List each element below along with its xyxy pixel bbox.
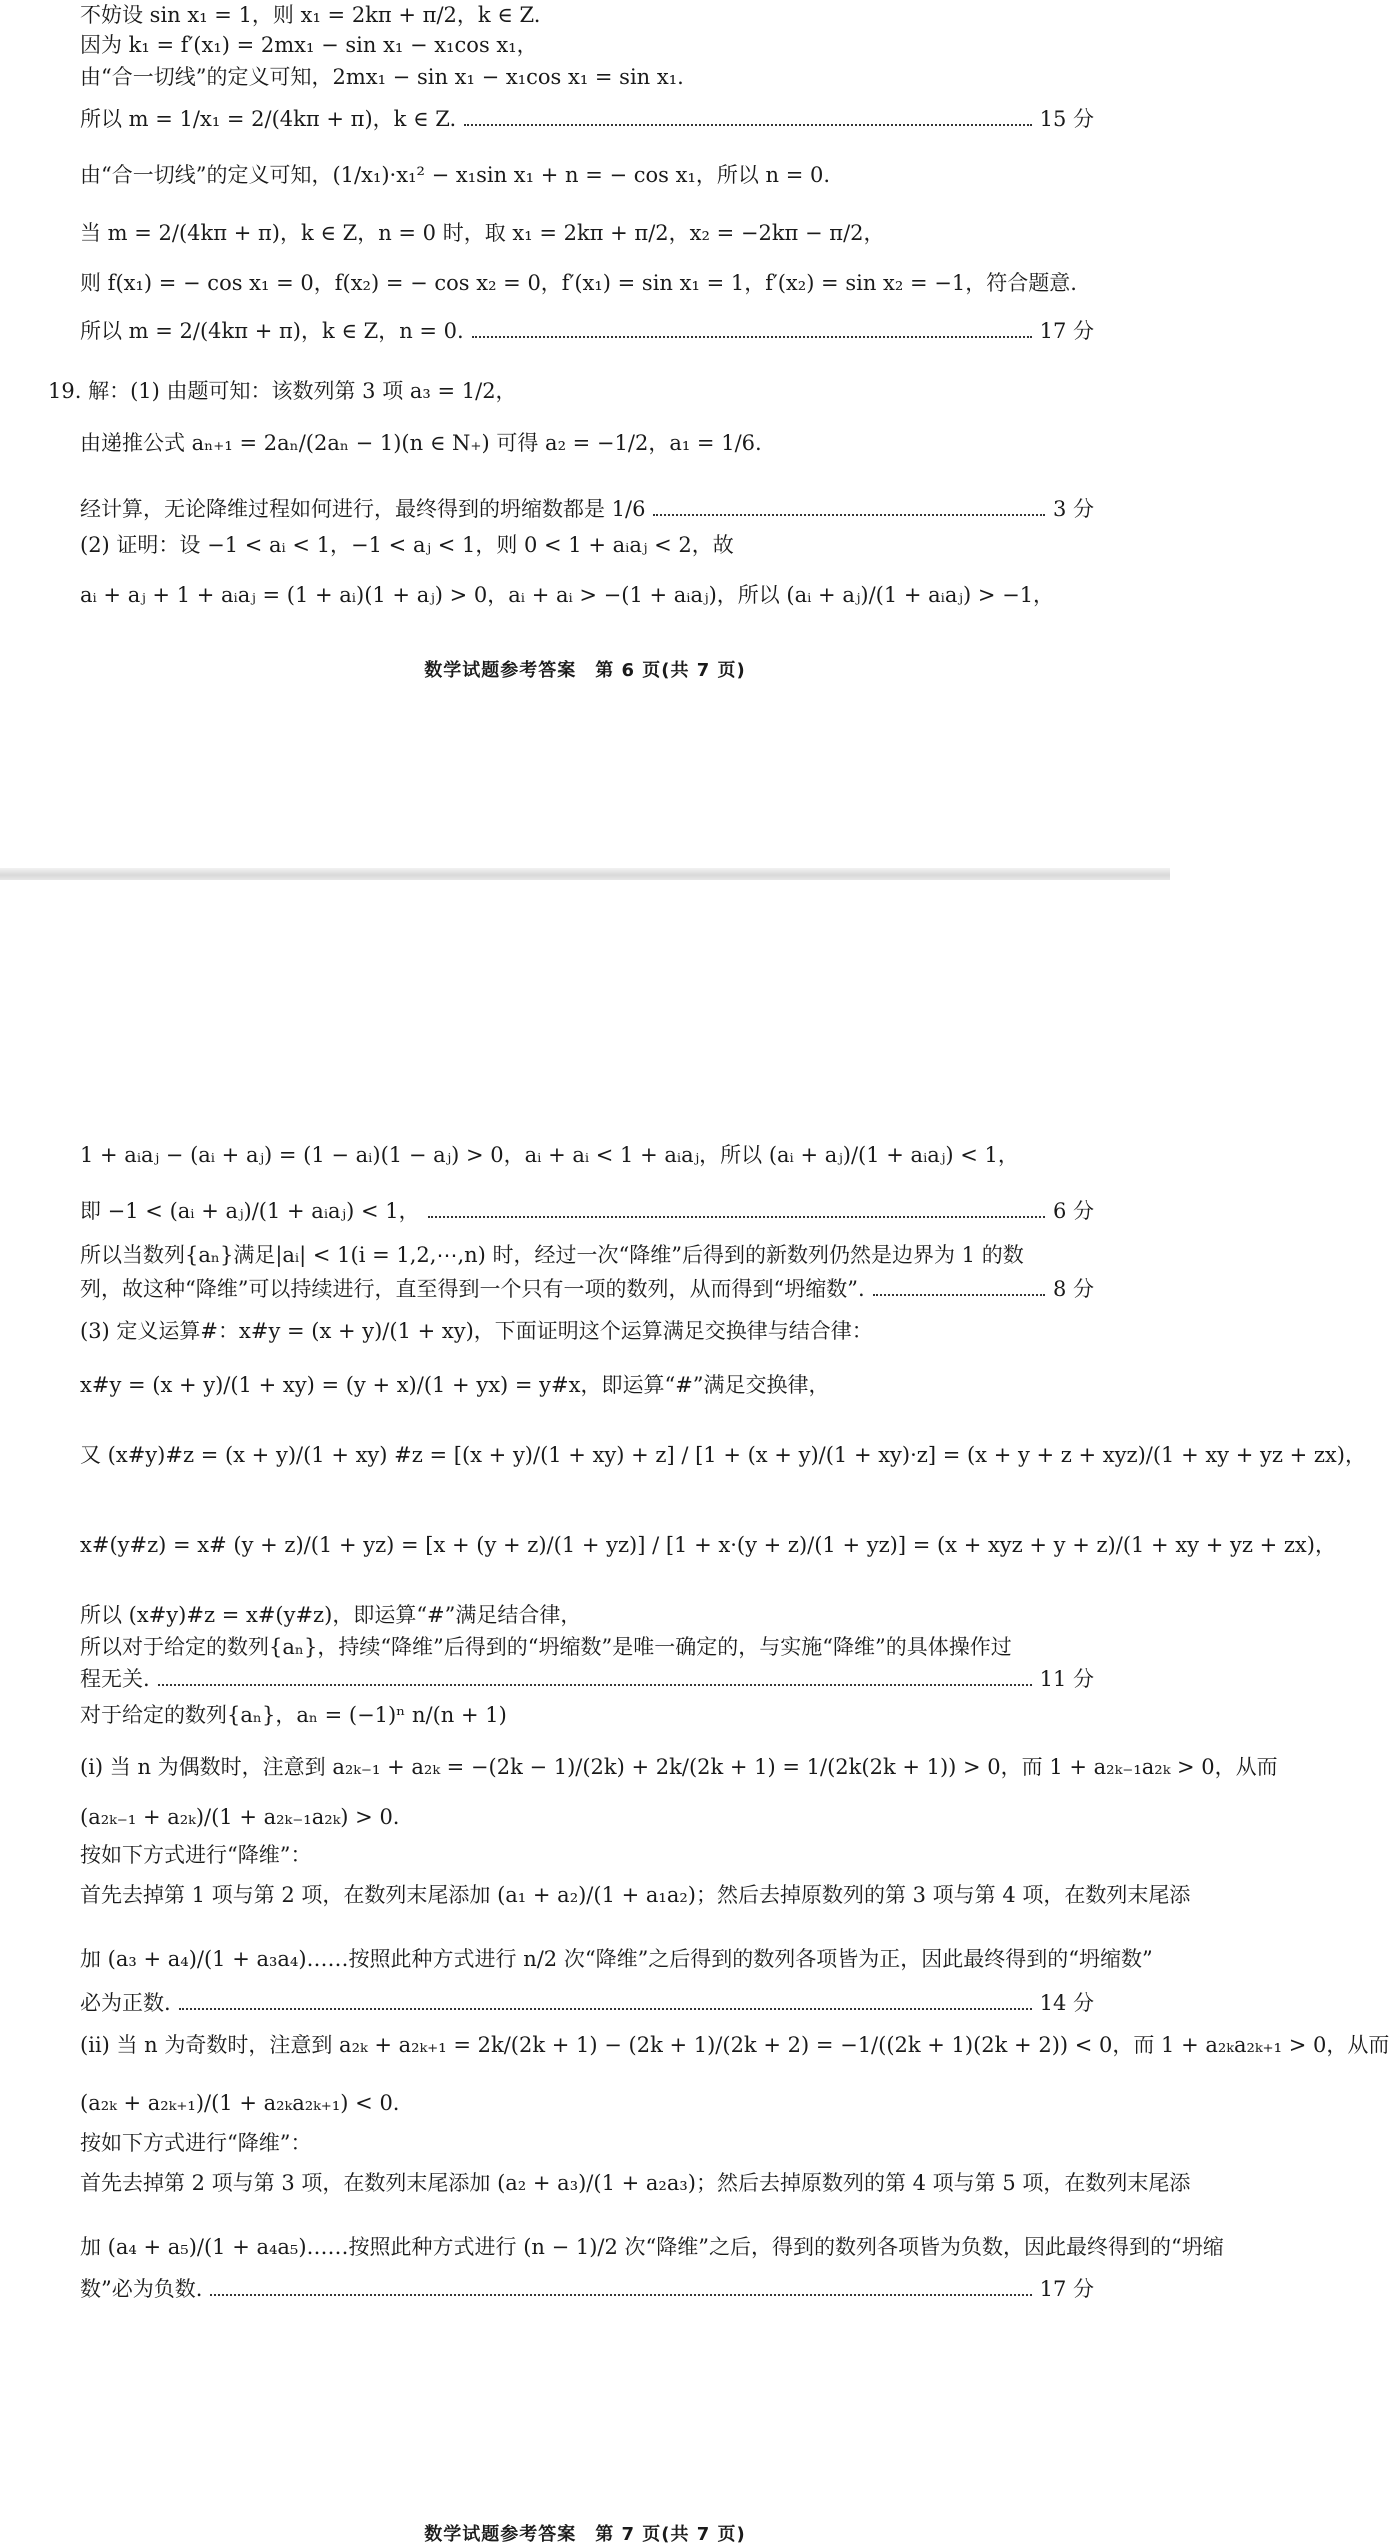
solution-line	[80, 2232, 1224, 2262]
score-mark: 17 分	[1039, 319, 1094, 343]
solution-line	[80, 1600, 1094, 1630]
solution-line	[48, 376, 1094, 406]
solution-line	[80, 1840, 1094, 1870]
score-mark: 15 分	[1039, 107, 1094, 131]
solution-text: 经计算，无论降维过程如何进行，最终得到的坍缩数都是 1/6	[80, 497, 646, 521]
solution-text: x#y = (x + y)/(1 + xy) = (y + x)/(1 + yx) = y#x，即运算“#”满足交换律，	[80, 1373, 830, 1397]
solution-line	[80, 530, 1094, 560]
score-leader-dots	[428, 1216, 1045, 1218]
solution-text: 1 + aᵢaⱼ − (aᵢ + aⱼ) = (1 − aᵢ)(1 − aⱼ) > 0，aᵢ + aᵢ < 1 + aᵢaⱼ，所以 (aᵢ + aⱼ)/(1 + aᵢaⱼ) < 1，	[80, 1143, 1019, 1167]
solution-text: 由递推公式 aₙ₊₁ = 2aₙ/(2aₙ − 1)(n ∈ N₊) 可得 a₂ = −1/2，a₁ = 1/6.	[80, 431, 762, 455]
solution-text: 又 (x#y)#z = (x + y)/(1 + xy) #z = [(x + y)/(1 + xy) + z] / [1 + (x + y)/(1 + xy)·z] = (x + y + z + xyz)/(1 + xy + yz + zx)，	[80, 1443, 1366, 1467]
solution-line	[80, 2168, 1191, 2198]
solution-line	[80, 494, 1094, 524]
solution-line	[80, 1370, 1094, 1400]
solution-line	[80, 160, 1094, 190]
solution-line	[80, 2274, 1094, 2304]
solution-line	[80, 1944, 1153, 1974]
solution-text: 所以当数列{aₙ}满足|aᵢ| < 1(i = 1,2,⋯,n) 时，经过一次“降维”后得到的新数列仍然是边界为 1 的数	[80, 1243, 1024, 1267]
solution-text: 数”必为负数.	[80, 2277, 203, 2301]
solution-line	[80, 1700, 1094, 1730]
solution-text: 加 (a₃ + a₄)/(1 + a₃a₄)……按照此种方式进行 n/2 次“降维”之后得到的数列各项皆为正，因此最终得到的“坍缩数”	[80, 1947, 1153, 1971]
score-leader-dots	[873, 1294, 1045, 1296]
solution-text: 当 m = 2/(4kπ + π)，k ∈ Z，n = 0 时，取 x₁ = 2kπ + π/2，x₂ = −2kπ − π/2，	[80, 221, 885, 245]
solution-text: 所以 m = 2/(4kπ + π)，k ∈ Z，n = 0.	[80, 319, 464, 343]
solution-line	[80, 1140, 1094, 1170]
answer-page-7	[0, 880, 1389, 2545]
solution-text: x#(y#z) = x# (y + z)/(1 + yz) = [x + (y + z)/(1 + yz)] / [1 + x·(y + z)/(1 + yz)] = (x + xyz + y + z)/(1 + xy + yz + zx)，	[80, 1533, 1336, 1557]
solution-text: 因为 k₁ = f′(x₁) = 2mx₁ − sin x₁ − x₁cos x₁，	[80, 33, 538, 57]
solution-text: 所以对于给定的数列{aₙ}，持续“降维”后得到的“坍缩数”是唯一确定的，与实施“降维”的具体操作过	[80, 1635, 1012, 1659]
solution-line	[80, 1752, 1278, 1782]
solution-line	[80, 268, 1094, 298]
score-leader-dots	[464, 124, 1031, 126]
solution-text: (ⅰ) 当 n 为偶数时，注意到 a₂ₖ₋₁ + a₂ₖ = −(2k − 1)/(2k) + 2k/(2k + 1) = 1/(2k(2k + 1)) > 0，而 1 + a₂ₖ₋₁a₂ₖ > 0，从而	[80, 1755, 1278, 1779]
solution-text: 程无关.	[80, 1667, 150, 1691]
solution-text: 所以 m = 1/x₁ = 2/(4kπ + π)，k ∈ Z.	[80, 107, 457, 131]
solution-line	[80, 2128, 1094, 2158]
answer-page-6	[0, 0, 1170, 870]
solution-line	[80, 428, 1094, 458]
solution-line	[80, 1802, 1094, 1832]
solution-line	[80, 1240, 1094, 1270]
solution-text: 首先去掉第 1 项与第 2 项，在数列末尾添加 (a₁ + a₂)/(1 + a₁a₂)；然后去掉原数列的第 3 项与第 4 项，在数列末尾添	[80, 1883, 1191, 1907]
solution-line	[80, 1632, 1094, 1662]
solution-text: 列，故这种“降维”可以持续进行，直至得到一个只有一项的数列，从而得到“坍缩数”.	[80, 1277, 865, 1301]
solution-text: 所以 (x#y)#z = x#(y#z)，即运算“#”满足结合律，	[80, 1603, 582, 1627]
solution-line	[80, 104, 1094, 134]
solution-line	[80, 580, 1094, 610]
score-leader-dots	[210, 2294, 1031, 2296]
solution-line	[80, 2088, 1094, 2118]
solution-text: 对于给定的数列{aₙ}，aₙ = (−1)ⁿ n/(n + 1)	[80, 1703, 507, 1727]
page-footer: 数学试题参考答案 第 7 页(共 7 页)	[424, 2524, 746, 2545]
solution-text: (a₂ₖ + a₂ₖ₊₁)/(1 + a₂ₖa₂ₖ₊₁) < 0.	[80, 2091, 400, 2115]
score-mark: 11 分	[1039, 1667, 1094, 1691]
solution-line	[80, 1880, 1191, 1910]
score-leader-dots	[472, 336, 1032, 338]
page-footer: 数学试题参考答案 第 6 页(共 7 页)	[424, 660, 746, 681]
solution-line	[80, 0, 1094, 30]
solution-line	[80, 1988, 1094, 2018]
score-leader-dots	[179, 2008, 1032, 2010]
solution-text: aᵢ + aⱼ + 1 + aᵢaⱼ = (1 + aᵢ)(1 + aⱼ) > 0，aᵢ + aᵢ > −(1 + aᵢaⱼ)，所以 (aᵢ + aⱼ)/(1 + aᵢaⱼ) > −1，	[80, 583, 1055, 607]
solution-line	[80, 1196, 1094, 1226]
solution-text: 必为正数.	[80, 1991, 171, 2015]
solution-text: 19. 解：(1) 由题可知：该数列第 3 项 a₃ = 1/2，	[48, 379, 517, 403]
solution-text: (2) 证明：设 −1 < aᵢ < 1，−1 < aⱼ < 1，则 0 < 1 + aᵢaⱼ < 2，故	[80, 533, 734, 557]
score-mark: 14 分	[1039, 1991, 1094, 2015]
score-mark: 3 分	[1052, 497, 1094, 521]
solution-line	[80, 62, 1094, 92]
solution-text: 由“合一切线”的定义可知，2mx₁ − sin x₁ − x₁cos x₁ = sin x₁.	[80, 65, 684, 89]
solution-line	[80, 1316, 1094, 1346]
solution-line	[80, 2030, 1389, 2060]
solution-line	[80, 1664, 1094, 1694]
solution-line	[80, 1530, 1336, 1560]
score-leader-dots	[158, 1684, 1032, 1686]
solution-text: (ⅱ) 当 n 为奇数时，注意到 a₂ₖ + a₂ₖ₊₁ = 2k/(2k + 1) − (2k + 1)/(2k + 2) = −1/((2k + 1)(2k + 2)) < 0，而 1 + a₂ₖa₂ₖ₊₁ > 0，从而	[80, 2033, 1389, 2057]
solution-line	[80, 1274, 1094, 1304]
score-mark: 6 分	[1052, 1199, 1094, 1223]
score-mark: 8 分	[1052, 1277, 1094, 1301]
solution-text: (a₂ₖ₋₁ + a₂ₖ)/(1 + a₂ₖ₋₁a₂ₖ) > 0.	[80, 1805, 400, 1829]
solution-text: 首先去掉第 2 项与第 3 项，在数列末尾添加 (a₂ + a₃)/(1 + a₂a₃)；然后去掉原数列的第 4 项与第 5 项，在数列末尾添	[80, 2171, 1191, 2195]
score-leader-dots	[653, 514, 1044, 516]
solution-text: 由“合一切线”的定义可知，(1/x₁)·x₁² − x₁sin x₁ + n = − cos x₁，所以 n = 0.	[80, 163, 831, 187]
score-mark: 17 分	[1039, 2277, 1094, 2301]
solution-line	[80, 316, 1094, 346]
solution-text: 按如下方式进行“降维”：	[80, 1843, 312, 1867]
solution-line	[80, 1440, 1366, 1470]
solution-text: 则 f(x₁) = − cos x₁ = 0，f(x₂) = − cos x₂ = 0，f′(x₁) = sin x₁ = 1，f′(x₂) = sin x₂ = −1，符合题意.	[80, 271, 1077, 295]
solution-line	[80, 30, 1094, 60]
solution-line	[80, 218, 1094, 248]
solution-text: 不妨设 sin x₁ = 1，则 x₁ = 2kπ + π/2，k ∈ Z.	[80, 3, 541, 27]
solution-text: 即 −1 < (aᵢ + aⱼ)/(1 + aᵢaⱼ) < 1，	[80, 1199, 420, 1223]
solution-text: 加 (a₄ + a₅)/(1 + a₄a₅)……按照此种方式进行 (n − 1)/2 次“降维”之后，得到的数列各项皆为负数，因此最终得到的“坍缩	[80, 2235, 1224, 2259]
solution-text: 按如下方式进行“降维”：	[80, 2131, 312, 2155]
solution-text: (3) 定义运算#：x#y = (x + y)/(1 + xy)，下面证明这个运算满足交换律与结合律：	[80, 1319, 873, 1343]
